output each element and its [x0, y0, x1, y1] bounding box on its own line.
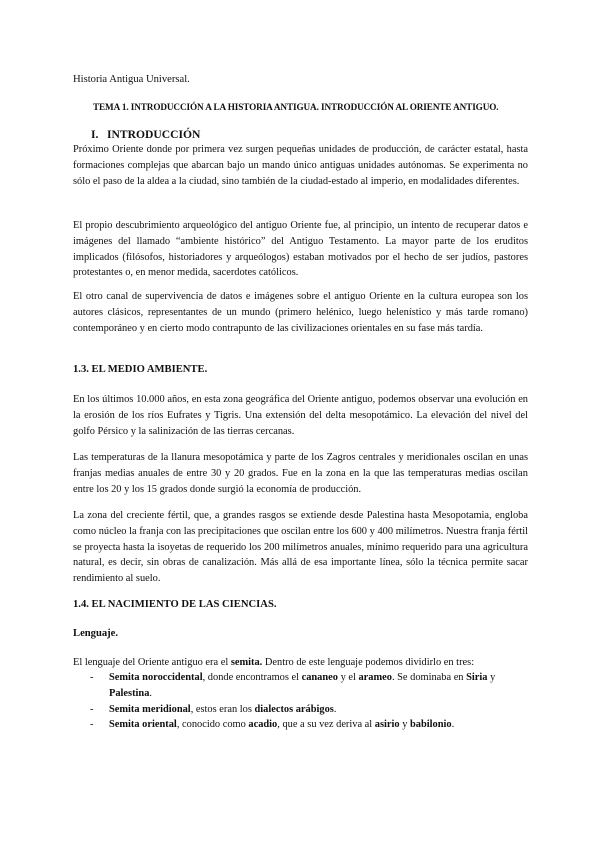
list-text: . — [451, 719, 455, 731]
list-text: . Se dominaba en — [391, 672, 467, 683]
section-heading-environment: 1.3. EL MEDIO AMBIENTE. — [73, 364, 208, 375]
list-text: y — [399, 719, 410, 731]
list-term: dialectos arábigos — [254, 703, 334, 715]
list-text: , donde encontramos el — [202, 672, 302, 683]
section-heading-sciences: 1.4. EL NACIMIENTO DE LAS CIENCIAS. — [73, 599, 277, 610]
list-term: Semita oriental — [109, 719, 177, 731]
list-item — [73, 717, 528, 733]
paragraph-discovery: El propio descubrimiento arqueológico del antiguo Oriente fue, al principio, un intento de recuperar datos e imágenes del llamado “ambiente histórico” del Antiguo Testamento. La mayor parte de los eruditos implicados (filósofos, historiadores y arqueólogos) estaban motivados por el hecho de ser judíos, pastores protestantes o, en menor medida, sacerdotes católicos. — [73, 220, 528, 279]
list-term: Semita noroccidental — [109, 672, 203, 683]
paragraph-fertile-crescent: La zona del creciente fértil, que, a grandes rasgos se extiende desde Palestina hasta Mesopotamia, engloba como núcleo la franja con las precipitaciones que oscilan entre los 600 y 400 milímetros. Nuestra franja fértil se proyecta hasta la isoyetas de requerido los 200 milímetros anuales, mínimo requerido para una agricultura natural, es decir, sin obras de canalización. Más allá de esa importante línea, sólo la técnica permite sacar rendimiento al suelo. — [73, 510, 528, 585]
list-term: arameo — [358, 672, 392, 683]
list-text: y — [487, 672, 496, 683]
list-term: babilonio — [410, 719, 452, 731]
intro-heading — [91, 127, 546, 143]
paragraph-intro: Próximo Oriente donde por primera vez surgen pequeñas unidades de producción, de carácter estatal, hasta formaciones complejas que abarcan bajo un mando único antiguas unidades autónomas. Se experimenta no sólo el paso de la aldea a la ciudad, sino también de la ciudad-estado al imperio, en modalidades diferentes. — [73, 144, 528, 187]
subject-title: Historia Antigua Universal. — [73, 74, 190, 85]
list-term: Palestina — [109, 687, 150, 699]
list-text: y el — [337, 672, 359, 683]
list-text: , conocido como — [176, 719, 249, 731]
list-item — [73, 702, 528, 718]
list-text: , que a su vez deriva al — [277, 719, 375, 731]
paragraph-erosion: En los últimos 10.000 años, en esta zona geográfica del Oriente antiguo, podemos observar una evolución en la erosión de los ríos Eufrates y Tigris. Una extensión del delta mesopotámico. La elevación del nivel del golfo Pérsico y la salinización de las tierras cercanas. — [73, 394, 528, 437]
tema-title: TEMA 1. INTRODUCCIÓN A LA HISTORIA ANTIGUA. INTRODUCCIÓN AL ORIENTE ANTIGUO. — [93, 102, 499, 112]
list-term: acadio — [248, 719, 278, 731]
subheading-language: Lenguaje. — [73, 628, 119, 639]
list-bullet: - — [90, 719, 94, 731]
language-text-post: Dentro de este lenguaje podemos dividirlo en tres: — [262, 657, 475, 668]
list-term: Semita meridional — [109, 703, 191, 715]
paragraph-temperatures: Las temperaturas de la llanura mesopotámica y parte de los Zagros centrales y meridionales oscilan en unas franjas medias anuales de entre 30 y 20 grados. Fue en la zona en la que las temperaturas medias oscilan entre los 20 y los 15 grados donde surgió la economía de producción. — [73, 452, 528, 495]
list-bullet: - — [90, 672, 94, 683]
intro-heading-number: I. — [91, 128, 99, 141]
list-text: . — [333, 703, 337, 715]
language-text-pre: El lenguaje del Oriente antiguo era el — [73, 657, 231, 668]
list-text: . — [149, 687, 153, 699]
language-text-bold: semita. — [230, 657, 263, 668]
list-term: cananeo — [301, 672, 338, 683]
intro-heading-label: INTRODUCCIÓN — [107, 128, 201, 141]
list-text: , estos eran los — [190, 703, 255, 715]
list-item — [73, 670, 528, 702]
paragraph-classical-authors: El otro canal de supervivencia de datos e imágenes sobre el antiguo Oriente en la cultura europea son los autores clásicos, representantes de un mundo (primero helénico, luego helenístico y más tarde romano) contemporáneo y en cierto modo contrapunto de las civilizaciones orientales en su fase más tardía. — [73, 291, 528, 334]
list-term: Siria — [466, 672, 488, 683]
paragraph-language — [73, 655, 528, 671]
list-bullet: - — [90, 703, 94, 715]
semitic-branches-list — [73, 670, 528, 733]
list-term: asirio — [374, 719, 400, 731]
